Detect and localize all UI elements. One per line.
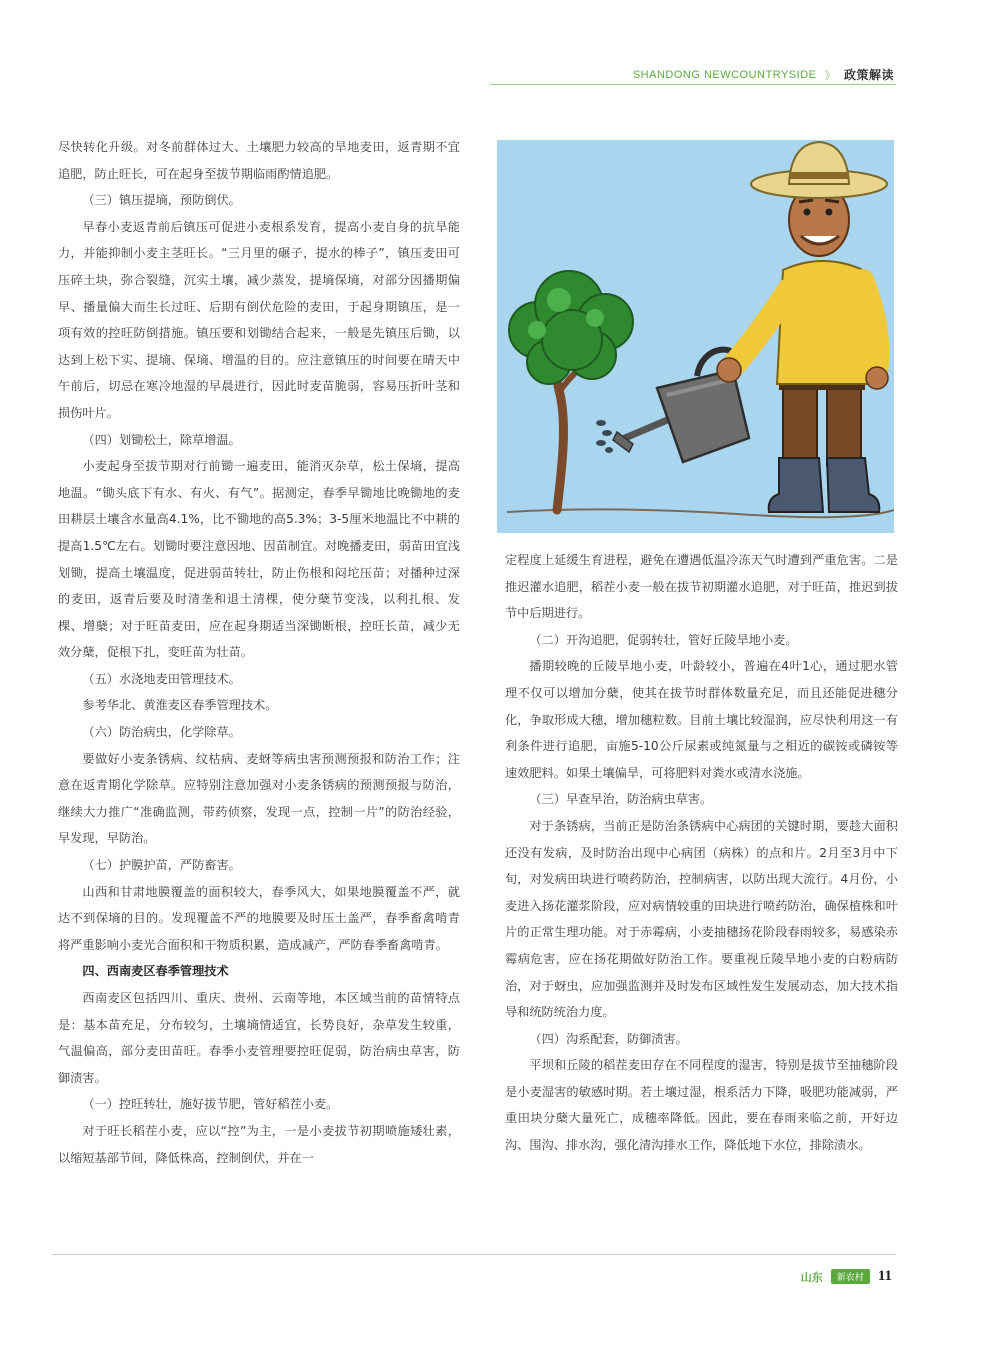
- header-divider-icon: 》: [824, 69, 836, 82]
- left-column: [58, 134, 460, 1171]
- paragraph: 尽快转化升级。对冬前群体过大、土壤肥力较高的旱地麦田，返青期不宜追肥，防止旺长，可在起身至拔节期临雨酌情追肥。: [58, 140, 460, 181]
- subheading: （四）沟系配套，防御渍害。: [529, 1031, 688, 1046]
- paragraph: 播期较晚的丘陵旱地小麦，叶龄较小，普遍在4叶1心，通过肥水管理不仅可以增加分蘖，使其在拔节时群体数量充足，而且还能促进穗分化，争取形成大穗，增加穗粒数。目前土壤比较湿润，应尽快利用这一有利条件进行追肥，亩施5-10公斤尿素或纯氮量与之相近的碳铵或磷铵等速效肥料。如果土壤偏旱，可将肥料对粪水或清水浇施。: [505, 659, 898, 780]
- paragraph: 山西和甘肃地膜覆盖的面积较大，春季风大，如果地膜覆盖不严，就达不到保墒的目的。发现覆盖不严的地膜要及时压土盖严，春季畜禽啃青将严重影响小麦光合面积和干物质积累，造成减产，严防春季畜禽啃青。: [58, 884, 460, 952]
- subheading: （三）早查早治，防治病虫草害。: [529, 792, 713, 807]
- paragraph: 早春小麦返青前后镇压可促进小麦根系发育，提高小麦自身的抗旱能力，并能抑制小麦主茎旺长。“三月里的碾子，提水的棒子”，镇压麦田可压碎土块，弥合裂缝，沉实土壤，减少蒸发，提墒保墒，对部分因播期偏早、播量偏大而生长过旺、后期有倒伏危险的麦田，于起身期镇压，是一项有效的控旺防倒措施。镇压要和划锄结合起来，一般是先镇压后锄，以达到上松下实、提墒、保墒、增温的目的。应注意镇压的时间要在晴天中午前后，切忌在寒冷地湿的早晨进行，因此时麦苗脆弱，容易压折叶茎和损伤叶片。: [58, 219, 460, 420]
- farmer-watering-tree-illustration: [497, 140, 894, 533]
- section-heading: 四、西南麦区春季管理技术: [82, 964, 229, 979]
- subheading: （一）控旺转壮，施好拔节肥，管好稻茬小麦。: [82, 1097, 339, 1112]
- footer-brand: 山东: [800, 1271, 823, 1284]
- header-rule: [490, 84, 896, 85]
- subheading: （四）划锄松土，除草增温。: [82, 432, 241, 447]
- right-column: [505, 547, 898, 1159]
- subheading: 参考华北、黄淮麦区春季管理技术。: [82, 698, 278, 713]
- illustration-svg: [497, 140, 894, 533]
- subheading: （二）开沟追肥，促弱转壮，管好丘陵旱地小麦。: [529, 632, 798, 647]
- page-footer: [801, 1268, 892, 1285]
- paragraph: 小麦起身至拔节期对行前锄一遍麦田，能消灭杂草，松土保墒，提高地温。“锄头底下有水、有火、有气”。据测定，春季早锄地比晚锄地的麦田耕层土壤含水量高4.1%，比不锄地的高5.3%；3-5厘米地温比不中耕的提高1.5℃左右。划锄时要注意因地、因苗制宜。对晚播麦田，弱苗田宜浅划锄，提高土壤温度，促进弱苗转壮，防止伤根和闷坨压苗；对播种过深的麦田，返青后要及时清垄和退土清棵，使分蘖节变浅，以利扎根、发棵、增蘖；对于旺苗麦田，应在起身期适当深锄断根，控旺长苗，减少无效分蘖，促根下扎，变旺苗为壮苗。: [58, 459, 460, 660]
- subheading: （三）镇压提墒，预防倒伏。: [82, 193, 241, 208]
- running-header: [633, 66, 894, 83]
- subheading: （五）水浇地麦田管理技术。: [82, 671, 241, 686]
- magazine-name: SHANDONG NEWCOUNTRYSIDE: [632, 68, 817, 81]
- subheading: （七）护膜护苗，严防畜害。: [82, 858, 241, 873]
- footer-badge: 新农村: [831, 1269, 870, 1284]
- paragraph: 平坝和丘陵的稻茬麦田存在不同程度的湿害，特别是拔节至抽穗阶段是小麦湿害的敏感时期。若土壤过湿，根系活力下降，吸肥功能减弱，严重田块分蘖大量死亡，成穗率降低。因此，要在春雨来临之前，开好边沟、围沟、排水沟，强化清沟排水工作，降低地下水位，排除渍水。: [505, 1058, 898, 1153]
- page-number: 11: [877, 1268, 892, 1284]
- paragraph: 对于旺长稻茬小麦，应以“控”为主，一是小麦拔节初期喷施矮壮素，以缩短基部节间，降低株高，控制倒伏，并在一: [58, 1123, 460, 1165]
- paragraph: 要做好小麦条锈病、纹枯病、麦蚜等病虫害预测预报和防治工作；注意在返青期化学除草。应特别注意加强对小麦条锈病的预测预报与防治，继续大力推广“准确监测，带药侦察，发现一点，控制一片”的防治经验，早发现，早防治。: [58, 751, 460, 846]
- footer-rule: [52, 1254, 896, 1255]
- paragraph: 西南麦区包括四川、重庆、贵州、云南等地，本区域当前的苗情特点是：基本苗充足，分布较匀，土壤墒情适宜，长势良好，杂草发生较重，气温偏高，部分麦田苗旺。春季小麦管理要控旺促弱，防治病虫草害，防御渍害。: [58, 991, 460, 1085]
- paragraph: 定程度上延缓生育进程，避免在遭遇低温冷冻天气时遭到严重危害。二是推迟灌水追肥，稻茬小麦一般在拔节初期灌水追肥，对于旺苗，推迟到拔节中后期进行。: [505, 553, 898, 621]
- paragraph: 对于条锈病，当前正是防治条锈病中心病团的关键时期，要趁大面积还没有发病，及时防治出现中心病团（病株）的点和片。2月至3月中下旬，对发病田块进行喷药防治，控制病害，以防出现大流行。4月份，小麦进入扬花灌浆阶段，应对病情较重的田块进行喷药防治，确保植株和叶片的正常生理功能。对于赤霉病，小麦抽穗扬花阶段春雨较多，易感染赤霉病危害，应在扬花期做好防治工作。要重视丘陵旱地小麦的白粉病防治，对于蚜虫，应加强监测并及时发布区域性发生发展动态，加大技术指导和统防统治力度。: [505, 818, 898, 1020]
- section-title: 政策解读: [843, 68, 894, 82]
- subheading: （六）防治病虫，化学除草。: [82, 725, 241, 740]
